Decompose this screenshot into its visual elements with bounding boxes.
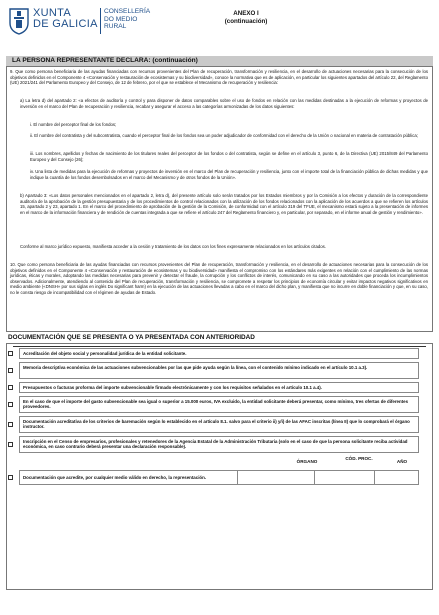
page-header — [6, 4, 433, 44]
annex-subtitle: (continuación) — [224, 18, 268, 25]
clause-9a-iii: iii. Los nombres, apellidos y fechas de nacimiento de los titulares reales del perceptor de los fondos o del contratista, según se define en el artículo 3, punto 6, de la Directiva (UE) 2015/849 del Parlamento Europeo y del Consejo (26); — [30, 151, 428, 162]
cod-proc-field[interactable] — [315, 470, 375, 485]
clause-9a-ii: ii. El nombre del contratista y del subcontratista, cuando el perceptor final de los fondos sea un poder adjudicador de conformidad con el derecho de la Unión o nacional en materia de contratación pública; — [30, 133, 418, 138]
document-label: Inscripción en el Censo de empresarios, profesionales y retenedores de la Agencia Estatal de la Administración Tributaria (solo en el caso de que la persona solicitante reciba actividad económica, en caso contrario deberá presentar una declaración responsable). — [19, 436, 419, 453]
document-checkbox[interactable] — [8, 368, 13, 373]
ano-field[interactable] — [375, 470, 419, 485]
document-row — [6, 396, 419, 413]
logo-text-line-2: DE GALICIA — [33, 18, 98, 30]
document-checkbox[interactable] — [8, 351, 13, 356]
document-row — [6, 382, 419, 393]
document-label: Memoria descriptiva económica de las actuaciones subvencionables por las que pide ayuda según la línea, con el contenido mínimo indicado en el artículo 10.1 a.3). — [19, 362, 419, 379]
section-divider — [13, 346, 426, 347]
annex-title: ANEXO I — [233, 10, 259, 17]
document-checkbox[interactable] — [8, 402, 13, 407]
document-row — [6, 416, 419, 433]
organo-field[interactable] — [237, 470, 315, 485]
document-label: Acreditación del objeto social y personalidad jurídica de la entidad solicitante. — [19, 348, 419, 359]
department-line-3: RURAL — [104, 23, 127, 31]
annex-heading — [186, 10, 306, 26]
documents-box — [6, 343, 433, 590]
section-documents-title: DOCUMENTACIÓN QUE SE PRESENTA O YA PRESENTADA CON ANTERIORIDAD — [6, 333, 433, 343]
document-label: Documentación acreditativa de los criterios de baremación según lo establecido en el artículo 8.1. salvo para el criterio ii) y/i) de las AFAC inscritas (línea II) que lo comprobará el órgano instructor. — [19, 416, 419, 433]
document-row — [6, 362, 419, 379]
clause-9c: Conforme al marco jurídico expuesto, manifiesta acceder a la cesión y tratamiento de los datos con los fines expresamente relacionados en los artículos citados. — [20, 244, 326, 249]
document-label: Presupuestos o facturas proforma del importe subvencionable firmado electrónicamente y con los requisitos señalados en el artículo 10.1 a.4). — [19, 382, 419, 393]
document-row — [6, 348, 419, 359]
xunta-logo — [8, 6, 158, 40]
column-header-ano: AÑO — [396, 459, 408, 464]
department-line-2: DO MEDIO — [104, 15, 138, 23]
document-row — [6, 436, 419, 453]
clause-9a: a) La letra d) del apartado 2: «a efectos de auditoría y control y para disponer de datos comparables sobre el uso de fondos en relación con las medidas destinadas a la ejecución de reformas y proyectos de inversión en el marco del Plan de recuperación y resiliencia, recabar y asegurar el acceso a las categorías armonizadas de los datos siguientes: — [20, 98, 428, 109]
logo-divider — [100, 8, 101, 34]
document-label: En el caso de que el importe del gasto subvencionable sea igual o superior a 15.000 euros, IVA excluido, la entidad solicitante deberá presentar, como mínimo, tres ofertas de diferentes proveedores. — [19, 396, 419, 413]
clause-10: 10. Que como persona beneficiaria de las ayudas financiadas con recursos provenientes del Plan de recuperación, transformación y resiliencia, en el desarrollo de actuaciones necesarias para la consecución de los objetivos definidos en el Componente 4 «Conservación y restauración de ecosistemas y su biodiversidad» manifiesta el compromiso con los estándares más exigentes en relación con el cumplimiento de las normas jurídicas, éticas y morales, adoptando las medidas necesarias para prevenir y detectar el fraude, la corrupción y los conflictos de interés, comunicando en su caso a las autoridades que proceda los incumplimientos observados. Adicionalmente, atendiendo al contenido del Plan de recuperación, transformación y resiliencia, se compromete a respetar los principios de economía circular y evitar impactos negativos significativos en medio ambiente («DNSH» por sus siglas en inglés Do significant harm) en la ejecución de las actuaciones llevadas a cabo en el marco del dicho plan, y manifiesta que no incurre en doble financiación y que, en su caso, no le consta riesgo de incompatibilidad con el régimen de ayudas de Estado. — [10, 262, 428, 295]
document-checkbox[interactable] — [8, 422, 13, 427]
galicia-emblem-icon — [8, 7, 30, 35]
clause-9b: b) Apartado 3: «Los datos personales mencionados en el apartado 2, letra d), del presente artículo solo serán tratados por los Estados miembros y por la Comisión a los efectos y duración de la correspondiente auditoría de la aprobación de la gestión presupuestaria y de los procedimientos de control relacionados con la utilización de los fondos relacionados con la aplicación de los acuerdos a que se refieren los artículos 15, apartado 2 y 23, apartado 1. En el marco del procedimiento de aprobación de la gestión de la Comisión, de conformidad con el artículo 319 del TFUE, el mecanismo estará sujeto a la presentación de informes en el marco de la información financiera y de rendición de cuentas integrada a que se refiere el artículo 247 del Reglamento financiero y, en particular, por separado, en el informe anual de gestión y rendimiento». — [20, 193, 428, 215]
clause-9: 9. Que como persona beneficiaria de las ayudas financiadas con recursos provenientes del Plan de recuperación, transformación y resiliencia, en el desarrollo de actuaciones necesarias para la consecución de los objetivos definidos en el Componente 4 «Conservación y restauración de ecosistemas y su biodiversidad», conoce la normativa que es de aplicación, en particular los siguientes apartados del artículo 22, del Reglamento (UE) 2021/241 del Parlamento Europeo y del Consejo, de 12 de febrero, por el que se establece el Mecanismo de recuperación y resiliencia: — [10, 69, 428, 86]
department-name — [104, 8, 150, 31]
clause-9a-iv: iv. Una lista de medidas para la ejecución de reformas y proyectos de inversión en el marco del Plan de recuperación y resiliencia, junto con el importe total de la financiación pública de dichas medidas y que indique la cuantía de los fondos desembolsados en el marco del Mecanismo y de otros fondos de la Unión». — [30, 169, 428, 180]
document-checkbox[interactable] — [8, 475, 13, 480]
section-declaration-title: LA PERSONA REPRESENTANTE DECLARA: (continuación) — [6, 56, 433, 66]
logo-text-line-1: XUNTA — [33, 7, 71, 19]
document-checkbox[interactable] — [8, 385, 13, 390]
logo-text — [33, 8, 98, 30]
document-row-representation — [6, 470, 419, 485]
department-line-1: CONSELLERÍA — [104, 8, 151, 15]
clause-9a-i: i. El nombre del perceptor final de los fondos; — [30, 122, 117, 127]
document-checkbox[interactable] — [8, 442, 13, 447]
column-header-organo: ÓRGANO — [296, 459, 318, 464]
column-header-cod-proc: CÓD. PROC. — [345, 456, 373, 461]
document-label: Documentación que acredite, por cualquier medio válido en derecho, la representación. — [19, 470, 237, 485]
